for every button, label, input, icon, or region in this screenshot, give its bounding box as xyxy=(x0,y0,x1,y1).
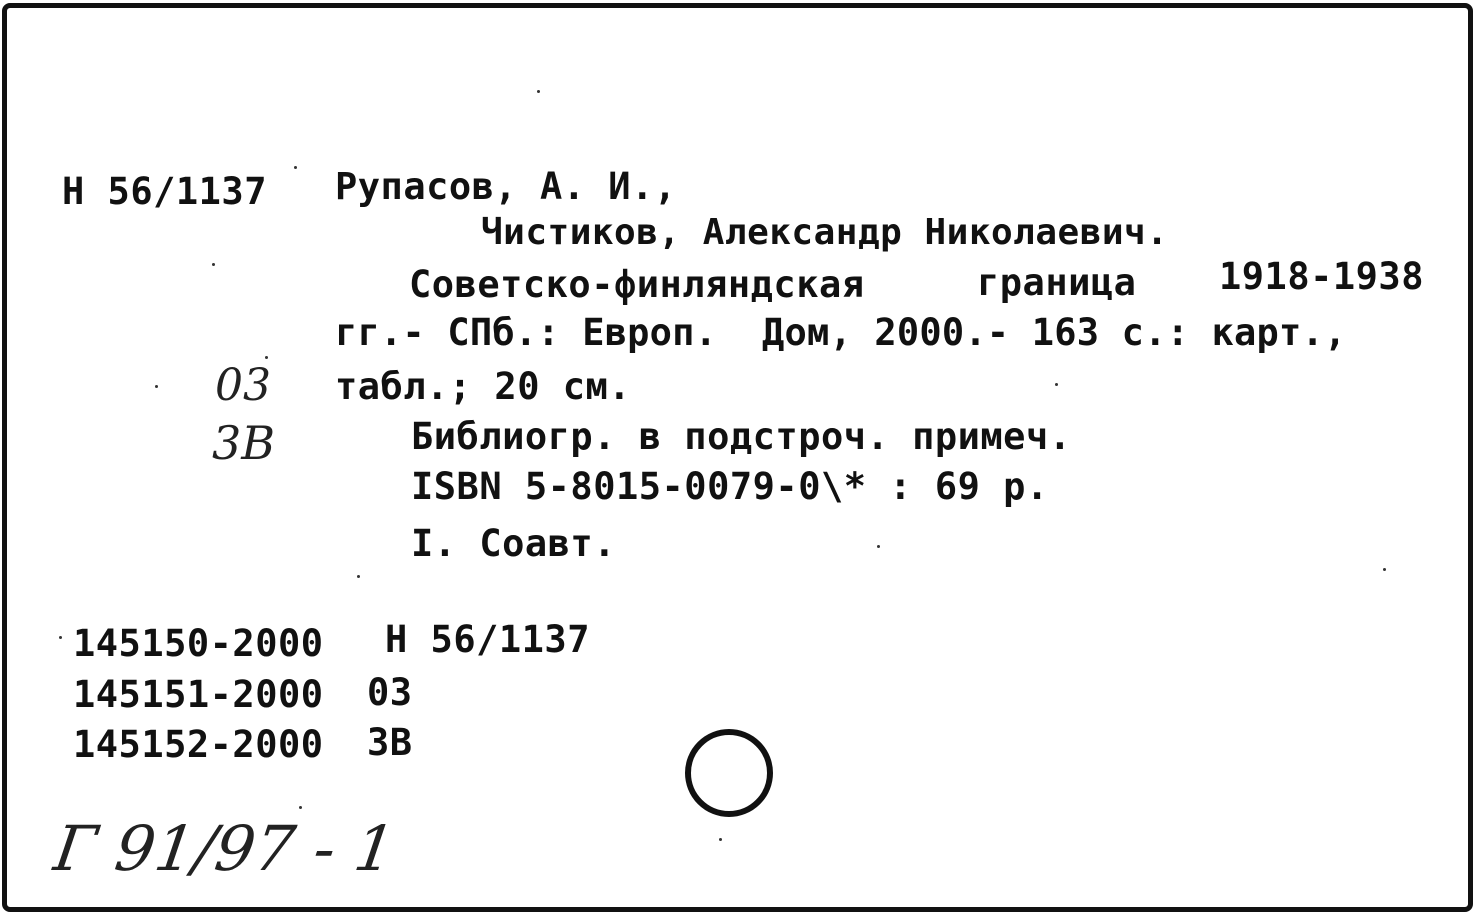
speck xyxy=(294,166,297,169)
inventory-location: Н 56/1137 xyxy=(385,618,590,661)
speck xyxy=(1055,383,1058,386)
handwritten-bottom-note: Г 91/97 - 1 xyxy=(49,812,400,885)
title-line-1-part-a: Советско-финляндская xyxy=(409,263,865,306)
title-line-3: табл.; 20 см. xyxy=(335,365,632,408)
title-line-1-part-c: 1918-1938 xyxy=(1219,255,1424,298)
speck xyxy=(59,636,62,639)
speck xyxy=(877,545,880,548)
author-line: Рупасов, А. И., xyxy=(335,165,677,208)
speck xyxy=(357,575,360,578)
inventory-number: 145152-2000 xyxy=(73,723,324,766)
isbn-line: ISBN 5-8015-0079-0\* : 69 р. xyxy=(411,465,1049,508)
inventory-number: 145150-2000 xyxy=(73,622,324,665)
catalog-card xyxy=(2,3,1473,912)
handwritten-03: 03 xyxy=(215,360,271,411)
speck xyxy=(719,838,722,841)
inventory-location: 3В xyxy=(367,721,413,764)
speck xyxy=(299,806,302,809)
speck xyxy=(155,385,158,388)
title-line-2: гг.- СПб.: Европ. Дом, 2000.- 163 с.: карт., xyxy=(335,311,1347,354)
inventory-number: 145151-2000 xyxy=(73,673,324,716)
speck xyxy=(537,90,540,93)
bibliography-note: Библиогр. в подстроч. примеч. xyxy=(411,415,1072,458)
title-line-1-part-b: граница xyxy=(977,261,1137,304)
handwritten-3b: 3В xyxy=(212,416,276,470)
coauthor-line: Чистиков, Александр Николаевич. xyxy=(481,212,1169,253)
shelfmark: Н 56/1137 xyxy=(62,170,267,213)
punch-hole xyxy=(685,729,773,817)
inventory-location: 03 xyxy=(367,671,413,714)
coauthor-entry: I. Соавт. xyxy=(411,522,616,565)
speck xyxy=(212,263,215,266)
speck xyxy=(265,356,268,359)
speck xyxy=(1383,568,1386,571)
